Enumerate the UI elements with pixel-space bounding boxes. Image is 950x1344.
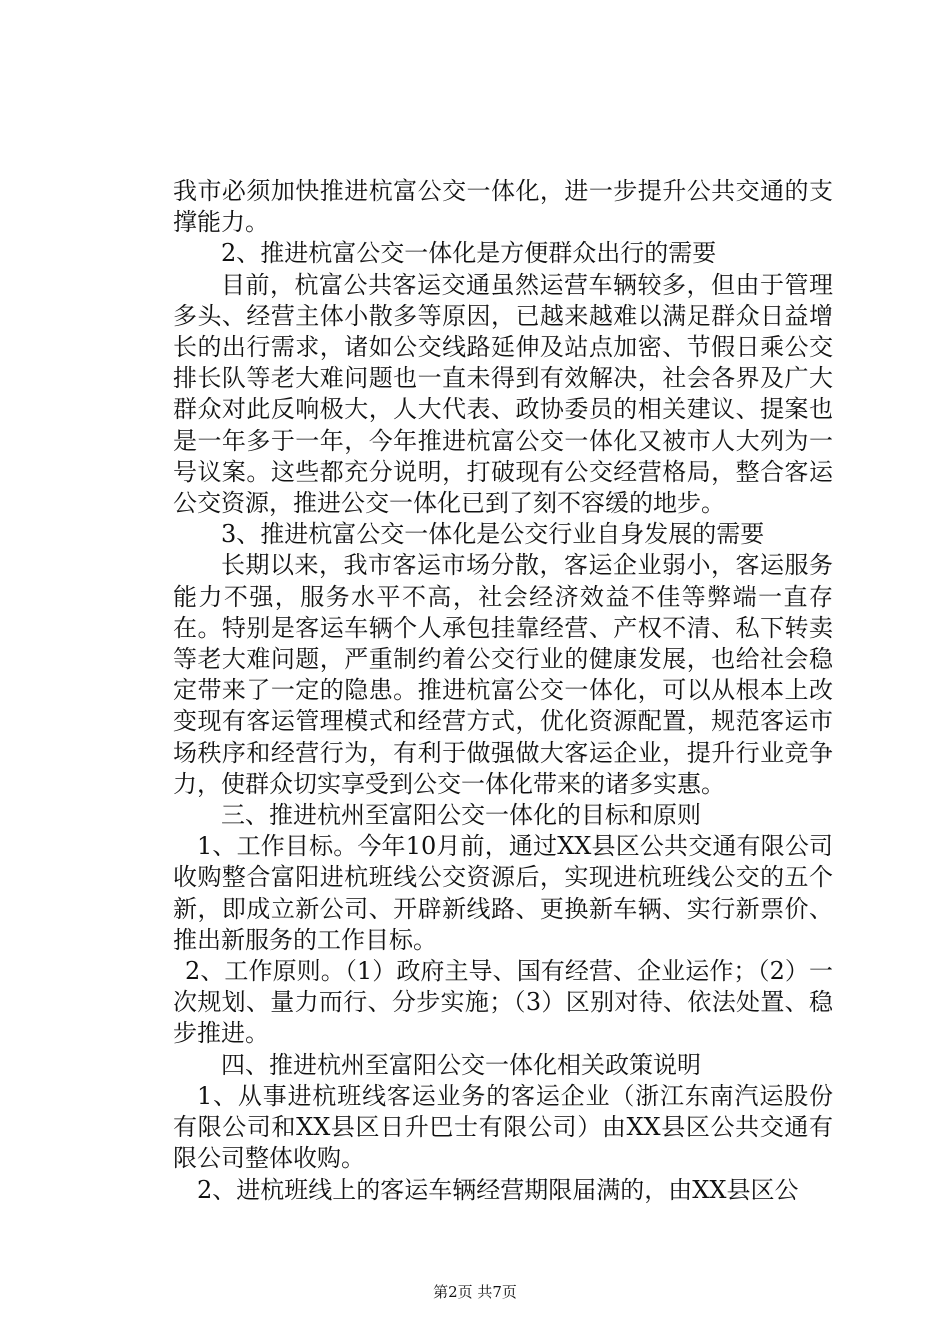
paragraph-long-term: 长期以来，我市客运市场分散，客运企业弱小，客运服务能力不强，服务水平不高，社会经济效益不佳等弊端一直存在。特别是客运车辆个人承包挂靠经营、产权不清、私下转卖等老大难问题，严重制约着公交行业的健康发展，也给社会稳定带来了一定的隐患。推进杭富公交一体化，可以从根本上改变现有客运管理模式和经营方式，优化资源配置，规范客运市场秩序和经营行为，有利于做强做大客运企业，提升行业竞争力，使群众切实享受到公交一体化带来的诸多实惠。: [173, 551, 833, 798]
subheading-3: 3、推进杭富公交一体化是公交行业自身发展的需要: [221, 520, 765, 549]
page-number-footer: 第2页 共7页: [433, 1283, 517, 1301]
paragraph-policy-2: 2、进杭班线上的客运车辆经营期限届满的，由XX县区公: [197, 1175, 799, 1204]
paragraph-work-goal: 1、工作目标。今年10月前，通过XX县区公共交通有限公司收购整合富阳进杭班线公交资源后，实现进杭班线公交的五个新，即成立新公司、开辟新线路、更换新车辆、实行新票价、推出新服务的工作目标。: [173, 832, 833, 954]
paragraph-continuation: 我市必须加快推进杭富公交一体化，进一步提升公共交通的支撑能力。: [173, 177, 833, 237]
paragraph-current-situation: 目前，杭富公共客运交通虽然运营车辆较多，但由于管理多头、经营主体小散多等原因，已越来越难以满足群众日益增长的出行需求，诸如公交线路延伸及站点加密、节假日乘公交排长队等老大难问题也一直未得到有效解决，社会各界及广大群众对此反响极大，人大代表、政协委员的相关建议、提案也是一年多于一年，今年推进杭富公交一体化又被市人大列为一号议案。这些都充分说明，打破现有公交经营格局，整合客运公交资源，推进公交一体化已到了刻不容缓的地步。: [173, 270, 833, 518]
section-heading-4: 四、推进杭州至富阳公交一体化相关政策说明: [221, 1050, 701, 1079]
section-heading-3: 三、推进杭州至富阳公交一体化的目标和原则: [221, 801, 701, 830]
paragraph-work-principle: 2、工作原则。（1）政府主导、国有经营、企业运作；（2）一次规划、量力而行、分步实施；（3）区别对待、依法处置、稳步推进。: [173, 957, 833, 1048]
paragraph-policy-1: 1、从事进杭班线客运业务的客运企业（浙江东南汽运股份有限公司和XX县区日升巴士有限公司）由XX县区公共交通有限公司整体收购。: [173, 1081, 833, 1173]
subheading-2: 2、推进杭富公交一体化是方便群众出行的需要: [221, 239, 717, 268]
document-body: [173, 176, 833, 1206]
